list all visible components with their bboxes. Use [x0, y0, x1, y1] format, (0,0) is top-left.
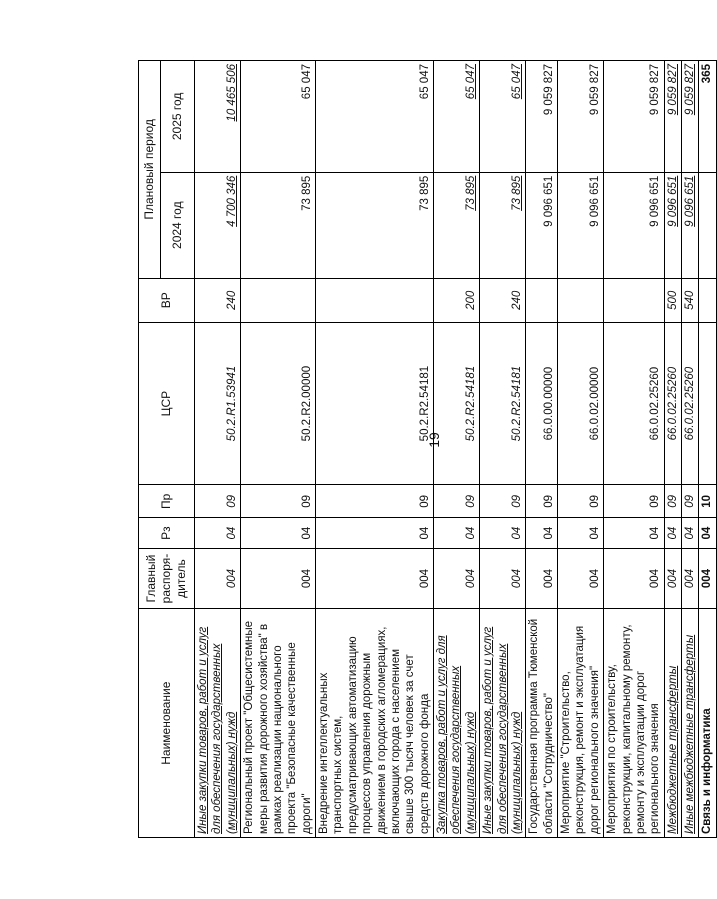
- row-vr: [558, 278, 604, 322]
- table-row: [604, 61, 665, 838]
- row-vr: [241, 278, 316, 322]
- row-2024: 73 895: [434, 172, 480, 278]
- header-vr: ВР: [139, 278, 195, 322]
- row-csr: 50.2.R2.54181: [434, 322, 480, 485]
- row-name: Закупка товаров, работ и услуг для обеспечения государственных (муниципальных) нужд: [434, 609, 480, 838]
- row-admin: 004: [241, 548, 316, 609]
- row-admin: 004: [604, 548, 665, 609]
- row-csr: 66.0.02.25260: [664, 322, 681, 485]
- row-vr: 240: [480, 278, 526, 322]
- row-admin: 004: [480, 548, 526, 609]
- budget-table-wrapper: [138, 60, 714, 838]
- row-csr: 50.2.R2.00000: [241, 322, 316, 485]
- row-rz: 04: [604, 518, 665, 548]
- table-row: [526, 61, 558, 838]
- row-vr: [604, 278, 665, 322]
- row-pr: 09: [664, 485, 681, 518]
- page-number: 19: [426, 432, 442, 448]
- row-2025: 65 047: [434, 61, 480, 173]
- row-2025: 9 059 827: [526, 61, 558, 173]
- header-admin: Главный распоря-дитель: [139, 548, 195, 609]
- row-csr: 50.2.R1.53941: [195, 322, 241, 485]
- row-name: Иные закупки товаров, работ и услуг для обеспечения государственных (муниципальных) нужд: [195, 609, 241, 838]
- header-pr: Пр: [139, 485, 195, 518]
- row-pr: 09: [434, 485, 480, 518]
- row-admin: 004: [699, 548, 716, 609]
- row-name: Государственная программа Тюменской области "Сотрудничество": [526, 609, 558, 838]
- header-2024: 2024 год: [161, 172, 195, 278]
- row-pr: 09: [526, 485, 558, 518]
- table-row: [195, 61, 241, 838]
- header-2025: 2025 год: [161, 61, 195, 173]
- table-row: [480, 61, 526, 838]
- row-2025: 9 059 827: [664, 61, 681, 173]
- row-2024: 9 096 651: [558, 172, 604, 278]
- table-row: [699, 61, 716, 838]
- row-rz: 04: [699, 518, 716, 548]
- header-planned-period: Плановый период: [139, 61, 161, 279]
- row-admin: 004: [195, 548, 241, 609]
- row-name: Межбюджетные трансферты: [664, 609, 681, 838]
- row-admin: 004: [664, 548, 681, 609]
- row-2025: 9 059 827: [604, 61, 665, 173]
- row-vr: [526, 278, 558, 322]
- budget-table: [138, 60, 717, 838]
- row-pr: 09: [480, 485, 526, 518]
- row-2024: 4 700 346: [195, 172, 241, 278]
- row-rz: 04: [316, 518, 434, 548]
- row-admin: 004: [434, 548, 480, 609]
- row-rz: 04: [526, 518, 558, 548]
- row-csr: 66.0.00.00000: [526, 322, 558, 485]
- row-2024: 9 096 651: [604, 172, 665, 278]
- row-2025: 10 465 506: [195, 61, 241, 173]
- row-name: Внедрение интеллектуальных транспортных систем, предусматривающих автоматизацию процессов управления дорожным движением в городских агломерациях, включающих города с населением свыше 300 тысяч человек за счет средств дорожного фонда: [316, 609, 434, 838]
- row-name: Иные межбюджетные трансферты: [682, 609, 699, 838]
- row-rz: 04: [434, 518, 480, 548]
- header-csr: ЦСР: [139, 322, 195, 485]
- header-rz: Рз: [139, 518, 195, 548]
- table-row: [241, 61, 316, 838]
- table-header: [139, 61, 195, 838]
- row-name: Мероприятие "Строительство, реконструкция, ремонт и эксплуатация дорог регионального значения": [558, 609, 604, 838]
- row-2025: 65 047: [241, 61, 316, 173]
- row-pr: 09: [558, 485, 604, 518]
- row-vr: 200: [434, 278, 480, 322]
- row-name: Региональный проект "Общесистемные меры развития дорожного хозяйства" в рамках реализации национального проекта "Безопасные качественные дороги": [241, 609, 316, 838]
- row-pr: 09: [195, 485, 241, 518]
- row-rz: 04: [241, 518, 316, 548]
- row-csr: [699, 322, 716, 485]
- row-admin: 004: [526, 548, 558, 609]
- row-csr: 50.2.R2.54181: [316, 322, 434, 485]
- table-row: [316, 61, 434, 838]
- row-2025: 65 047: [316, 61, 434, 173]
- row-vr: [699, 278, 716, 322]
- row-csr: 66.0.02.25260: [682, 322, 699, 485]
- row-rz: 04: [558, 518, 604, 548]
- row-2024: 73 895: [241, 172, 316, 278]
- row-2025: 9 059 827: [682, 61, 699, 173]
- row-pr: 10: [699, 485, 716, 518]
- row-rz: 04: [480, 518, 526, 548]
- row-2024: 73 895: [316, 172, 434, 278]
- row-rz: 04: [682, 518, 699, 548]
- row-pr: 09: [241, 485, 316, 518]
- row-2024: 9 096 651: [526, 172, 558, 278]
- row-admin: 004: [316, 548, 434, 609]
- row-2025: 65 047: [480, 61, 526, 173]
- table-row: [682, 61, 699, 838]
- row-2025: 9 059 827: [558, 61, 604, 173]
- row-pr: 09: [682, 485, 699, 518]
- row-2024: 73 895: [480, 172, 526, 278]
- row-name: Мероприятия по строительству, реконструкции, капитальному ремонту, ремонту и эксплуатации дорог регионального значения: [604, 609, 665, 838]
- row-name: Связь и информатика: [699, 609, 716, 838]
- row-pr: 09: [604, 485, 665, 518]
- row-csr: 66.0.02.00000: [558, 322, 604, 485]
- row-csr: 66.0.02.25260: [604, 322, 665, 485]
- header-name: Наименование: [139, 609, 195, 838]
- row-vr: 240: [195, 278, 241, 322]
- row-2024: 9 096 651: [664, 172, 681, 278]
- row-2024: 9 096 651: [682, 172, 699, 278]
- row-csr: 50.2.R2.54181: [480, 322, 526, 485]
- table-row: [558, 61, 604, 838]
- row-admin: 004: [682, 548, 699, 609]
- row-rz: 04: [664, 518, 681, 548]
- row-rz: 04: [195, 518, 241, 548]
- row-vr: [316, 278, 434, 322]
- table-row: [434, 61, 480, 838]
- table-row: [664, 61, 681, 838]
- row-2024: [699, 172, 716, 278]
- row-name: Иные закупки товаров, работ и услуг для обеспечения государственных (муниципальных) нужд: [480, 609, 526, 838]
- row-vr: 540: [682, 278, 699, 322]
- row-pr: 09: [316, 485, 434, 518]
- table-body: [195, 61, 717, 838]
- row-admin: 004: [558, 548, 604, 609]
- row-2025: 365: [699, 61, 716, 173]
- row-vr: 500: [664, 278, 681, 322]
